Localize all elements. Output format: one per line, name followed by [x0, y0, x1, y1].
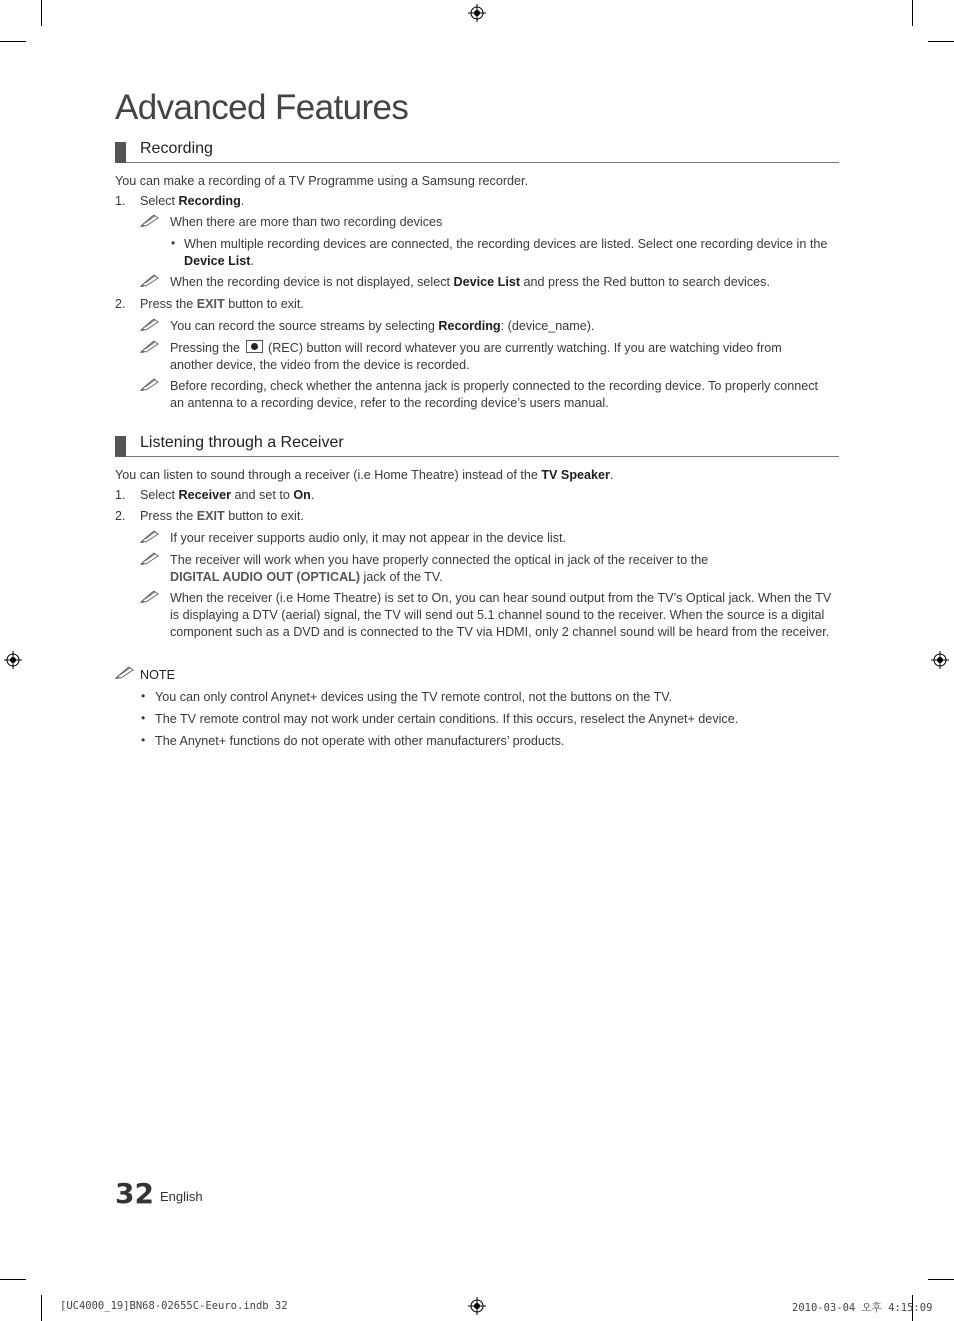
note-text: Pressing the (REC) button will record whatever you are currently watching. If you are watching video from another device, the video from the device is recorded. — [170, 341, 782, 372]
receiver-step-1: Select Receiver and set to On. — [140, 488, 315, 502]
pencil-note-icon — [140, 317, 160, 331]
step-number: 1. — [115, 194, 126, 208]
crop-mark — [912, 0, 913, 26]
note-text: You can record the source streams by selecting Recording: (device_name). — [170, 319, 595, 333]
note-text: The receiver will work when you have properly connected the optical in jack of the receiver to the DIGITAL AUDIO OUT (OPTICAL) jack of the TV. — [170, 553, 709, 584]
note-item: The TV remote control may not work under certain conditions. If this occurs, reselect the Anynet+ device. — [155, 712, 739, 726]
pencil-note-icon — [115, 665, 135, 679]
print-timestamp: 2010-03-04 오후 4:15:09 — [792, 1302, 933, 1314]
recording-intro: You can make a recording of a TV Programme using a Samsung recorder. — [115, 174, 529, 188]
step-number: 1. — [115, 488, 126, 502]
note-text: When the recording device is not displayed, select Device List and press the Red button to search devices. — [170, 275, 770, 289]
registration-mark-icon — [931, 651, 949, 669]
registration-mark-icon — [4, 651, 22, 669]
note-item: The Anynet+ functions do not operate with other manufacturers’ products. — [155, 734, 565, 748]
note-item: You can only control Anynet+ devices using the TV remote control, not the buttons on the TV. — [155, 690, 673, 704]
step-number: 2. — [115, 509, 126, 523]
section-heading-receiver — [115, 432, 839, 457]
crop-mark — [928, 1279, 954, 1280]
registration-mark-icon — [468, 4, 486, 22]
crop-mark — [928, 41, 954, 42]
crop-mark — [41, 1295, 42, 1321]
print-file-info: [UC4000_19]BN68-02655C-Eeuro.indb 32 — [60, 1300, 288, 1312]
section-bar — [115, 436, 126, 457]
receiver-intro: You can listen to sound through a receiver (i.e Home Theatre) instead of the TV Speaker. — [115, 468, 614, 482]
section-title: Recording — [140, 140, 213, 157]
pencil-note-icon — [140, 339, 160, 353]
recording-step-2: Press the EXIT button to exit. — [140, 297, 304, 311]
pencil-note-icon — [140, 377, 160, 391]
pencil-note-icon — [140, 273, 160, 287]
page-number: 32 — [115, 1177, 154, 1210]
crop-mark — [41, 0, 42, 26]
pencil-note-icon — [140, 529, 160, 543]
note-label: NOTE — [140, 668, 175, 682]
bullet-dot: • — [141, 689, 146, 703]
note-text: If your receiver supports audio only, it may not appear in the device list. — [170, 531, 566, 545]
recording-step-1: Select Recording. — [140, 194, 245, 208]
section-bar — [115, 142, 126, 163]
bullet-dot: • — [141, 733, 146, 747]
pencil-note-icon — [140, 213, 160, 227]
registration-mark-icon — [468, 1297, 486, 1315]
page-language: English — [160, 1189, 203, 1204]
pencil-note-icon — [140, 589, 160, 603]
bullet-dot: • — [141, 711, 146, 725]
section-heading-recording — [115, 138, 839, 163]
bullet-dot: • — [171, 236, 176, 250]
recording-bullet: When multiple recording devices are connected, the recording devices are listed. Select one recording device in the Device List. — [184, 237, 828, 268]
page-title: Advanced Features — [115, 88, 409, 127]
step-number: 2. — [115, 297, 126, 311]
record-button-icon — [246, 340, 263, 353]
pencil-note-icon — [140, 551, 160, 565]
crop-mark — [0, 1279, 26, 1280]
section-title: Listening through a Receiver — [140, 434, 344, 451]
note-text: When the receiver (i.e Home Theatre) is set to On, you can hear sound output from the TV’s Optical jack. When the TV is displaying a DTV (aerial) signal, the TV will send out 5.1 channel sound to the receiver. When the source is a digital component such as a DVD and is connected to the TV via HDMI, only 2 channel sound will be heard from the receiver. — [170, 591, 832, 639]
note-text: Before recording, check whether the antenna jack is properly connected to the recording device. To properly connect an antenna to a recording device, refer to the recording device’s users manual. — [170, 379, 819, 410]
note-text: When there are more than two recording devices — [170, 215, 443, 229]
receiver-step-2: Press the EXIT button to exit. — [140, 509, 304, 523]
crop-mark — [0, 41, 26, 42]
